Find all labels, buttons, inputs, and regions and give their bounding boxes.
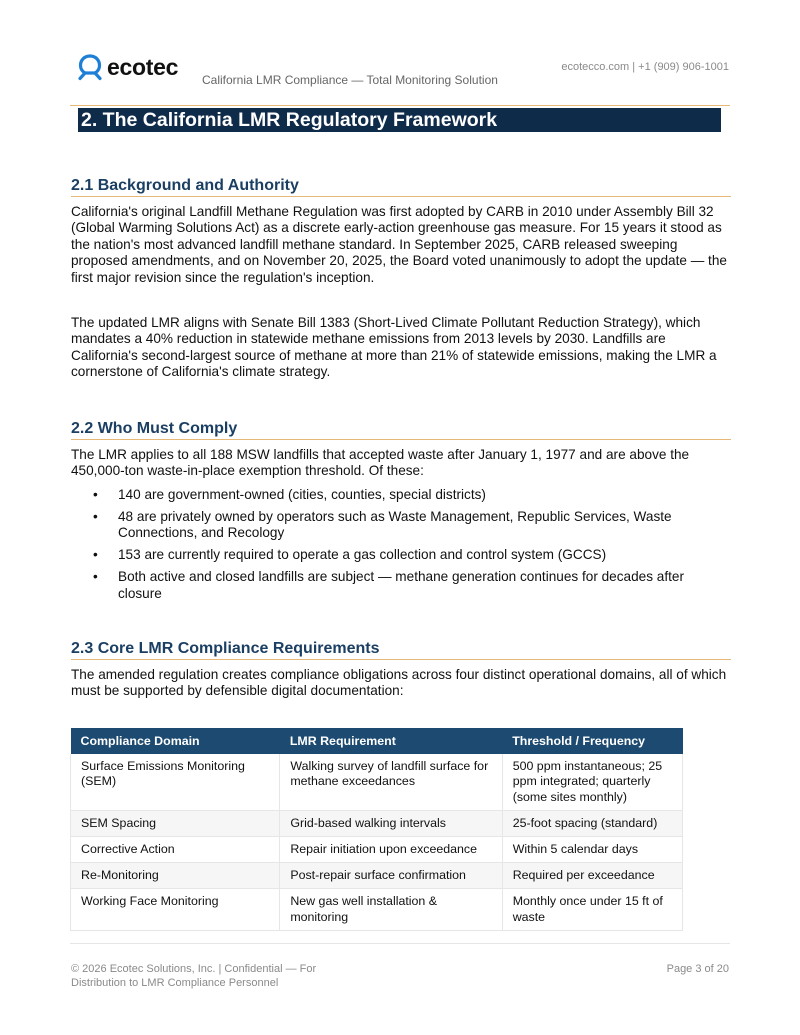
cell-threshold: Monthly once under 15 ft of waste — [502, 889, 682, 930]
cell-threshold: 25-foot spacing (standard) — [502, 810, 682, 836]
paragraph-background: California's original Landfill Methane Regulation was first adopted by CARB in 2010 under Assembly Bill 32 (Global Warming Solutions Act) as a discrete early-action greenhouse gas measure. For 15 years it stood as the nation's most advanced landfill methane standard. In September 2025, CARB released sweeping proposed amendments, and on November 20, 2025, the Board voted unanimously to adopt the update — the first major revision since the regulation's inception. — [71, 204, 727, 285]
bullet-icon: • — [93, 487, 98, 502]
header-contact: ecotecco.com | +1 (909) 906-1001 — [561, 61, 729, 73]
cell-threshold: Required per exceedance — [502, 863, 682, 889]
list-item: • 153 are currently required to operate a gas collection and control system (GCCS) — [93, 547, 607, 563]
header-divider — [70, 105, 730, 106]
list-item: • 48 are privately owned by operators such as Waste Management, Republic Services, Waste Connections, and Recology — [93, 508, 672, 541]
heading-who-must-comply: 2.2 Who Must Comply — [71, 419, 731, 440]
header-subtitle: California LMR Compliance — Total Monitoring Solution — [202, 73, 498, 87]
footer-divider — [70, 943, 730, 944]
logo-wordmark: ecotec — [107, 53, 179, 80]
paragraph-sb1383: The updated LMR aligns with Senate Bill 1383 (Short-Lived Climate Pollutant Reduction Strategy), which mandates a 40% reduction in statewide methane emissions from 2013 levels by 2030. Landfills are California's second-largest source of methane at more than 21% of statewide emissions, making the LMR a cornerstone of California's climate strategy. — [71, 315, 717, 380]
bullet-icon: • — [93, 508, 98, 524]
applicability-list — [71, 487, 731, 607]
footer-page-number: Page 3 of 20 — [666, 963, 729, 975]
list-item: • 140 are government-owned (cities, counties, special districts) — [93, 487, 486, 502]
list-item: • Both active and closed landfills are subject — methane generation continues for decades after closure — [93, 569, 684, 601]
heading-core-requirements: 2.3 Core LMR Compliance Requirements — [71, 639, 731, 660]
table-row — [71, 889, 683, 930]
column-header-domain: Compliance Domain — [71, 728, 280, 754]
cell-threshold: Within 5 calendar days — [502, 837, 682, 863]
cell-domain: SEM Spacing — [71, 810, 280, 836]
cell-domain: Surface Emissions Monitoring (SEM) — [71, 754, 280, 810]
bullet-icon: • — [93, 569, 98, 585]
cell-domain: Working Face Monitoring — [71, 889, 280, 930]
column-header-threshold: Threshold / Frequency — [502, 728, 682, 754]
ecotec-logo — [76, 52, 178, 82]
cell-requirement: Post-repair surface confirmation — [280, 863, 502, 889]
table-row — [71, 810, 683, 836]
ecotec-logo-mark-icon — [76, 53, 104, 81]
column-header-requirement: LMR Requirement — [280, 728, 502, 754]
cell-requirement: New gas well installation & monitoring — [280, 889, 502, 930]
requirements-table — [70, 728, 683, 931]
table-row — [71, 837, 683, 863]
cell-threshold: 500 ppm instantaneous; 25 ppm integrated; quarterly (some sites monthly) — [502, 754, 682, 810]
table-header-row — [71, 728, 683, 754]
cell-requirement: Repair initiation upon exceedance — [280, 837, 502, 863]
bullet-icon: • — [93, 547, 98, 563]
paragraph-applicability: The LMR applies to all 188 MSW landfills that accepted waste after January 1, 1977 and are above the 450,000-ton waste-in-place exemption threshold. Of these: — [71, 447, 690, 479]
table-row — [71, 754, 683, 810]
cell-domain: Corrective Action — [71, 837, 280, 863]
cell-requirement: Grid-based walking intervals — [280, 810, 502, 836]
paragraph-requirements-intro: The amended regulation creates compliance obligations across four distinct operational domains, all of which must be supported by defensible digital documentation: — [71, 667, 727, 699]
footer-copyright: © 2026 Ecotec Solutions, Inc. | Confidential — For Distribution to LMR Compliance Personnel — [71, 963, 317, 989]
table-row — [71, 863, 683, 889]
heading-background-authority: 2.1 Background and Authority — [71, 176, 731, 197]
section-title: 2. The California LMR Regulatory Framework — [78, 108, 721, 132]
cell-requirement: Walking survey of landfill surface for methane exceedances — [280, 754, 502, 810]
cell-domain: Re-Monitoring — [71, 863, 280, 889]
